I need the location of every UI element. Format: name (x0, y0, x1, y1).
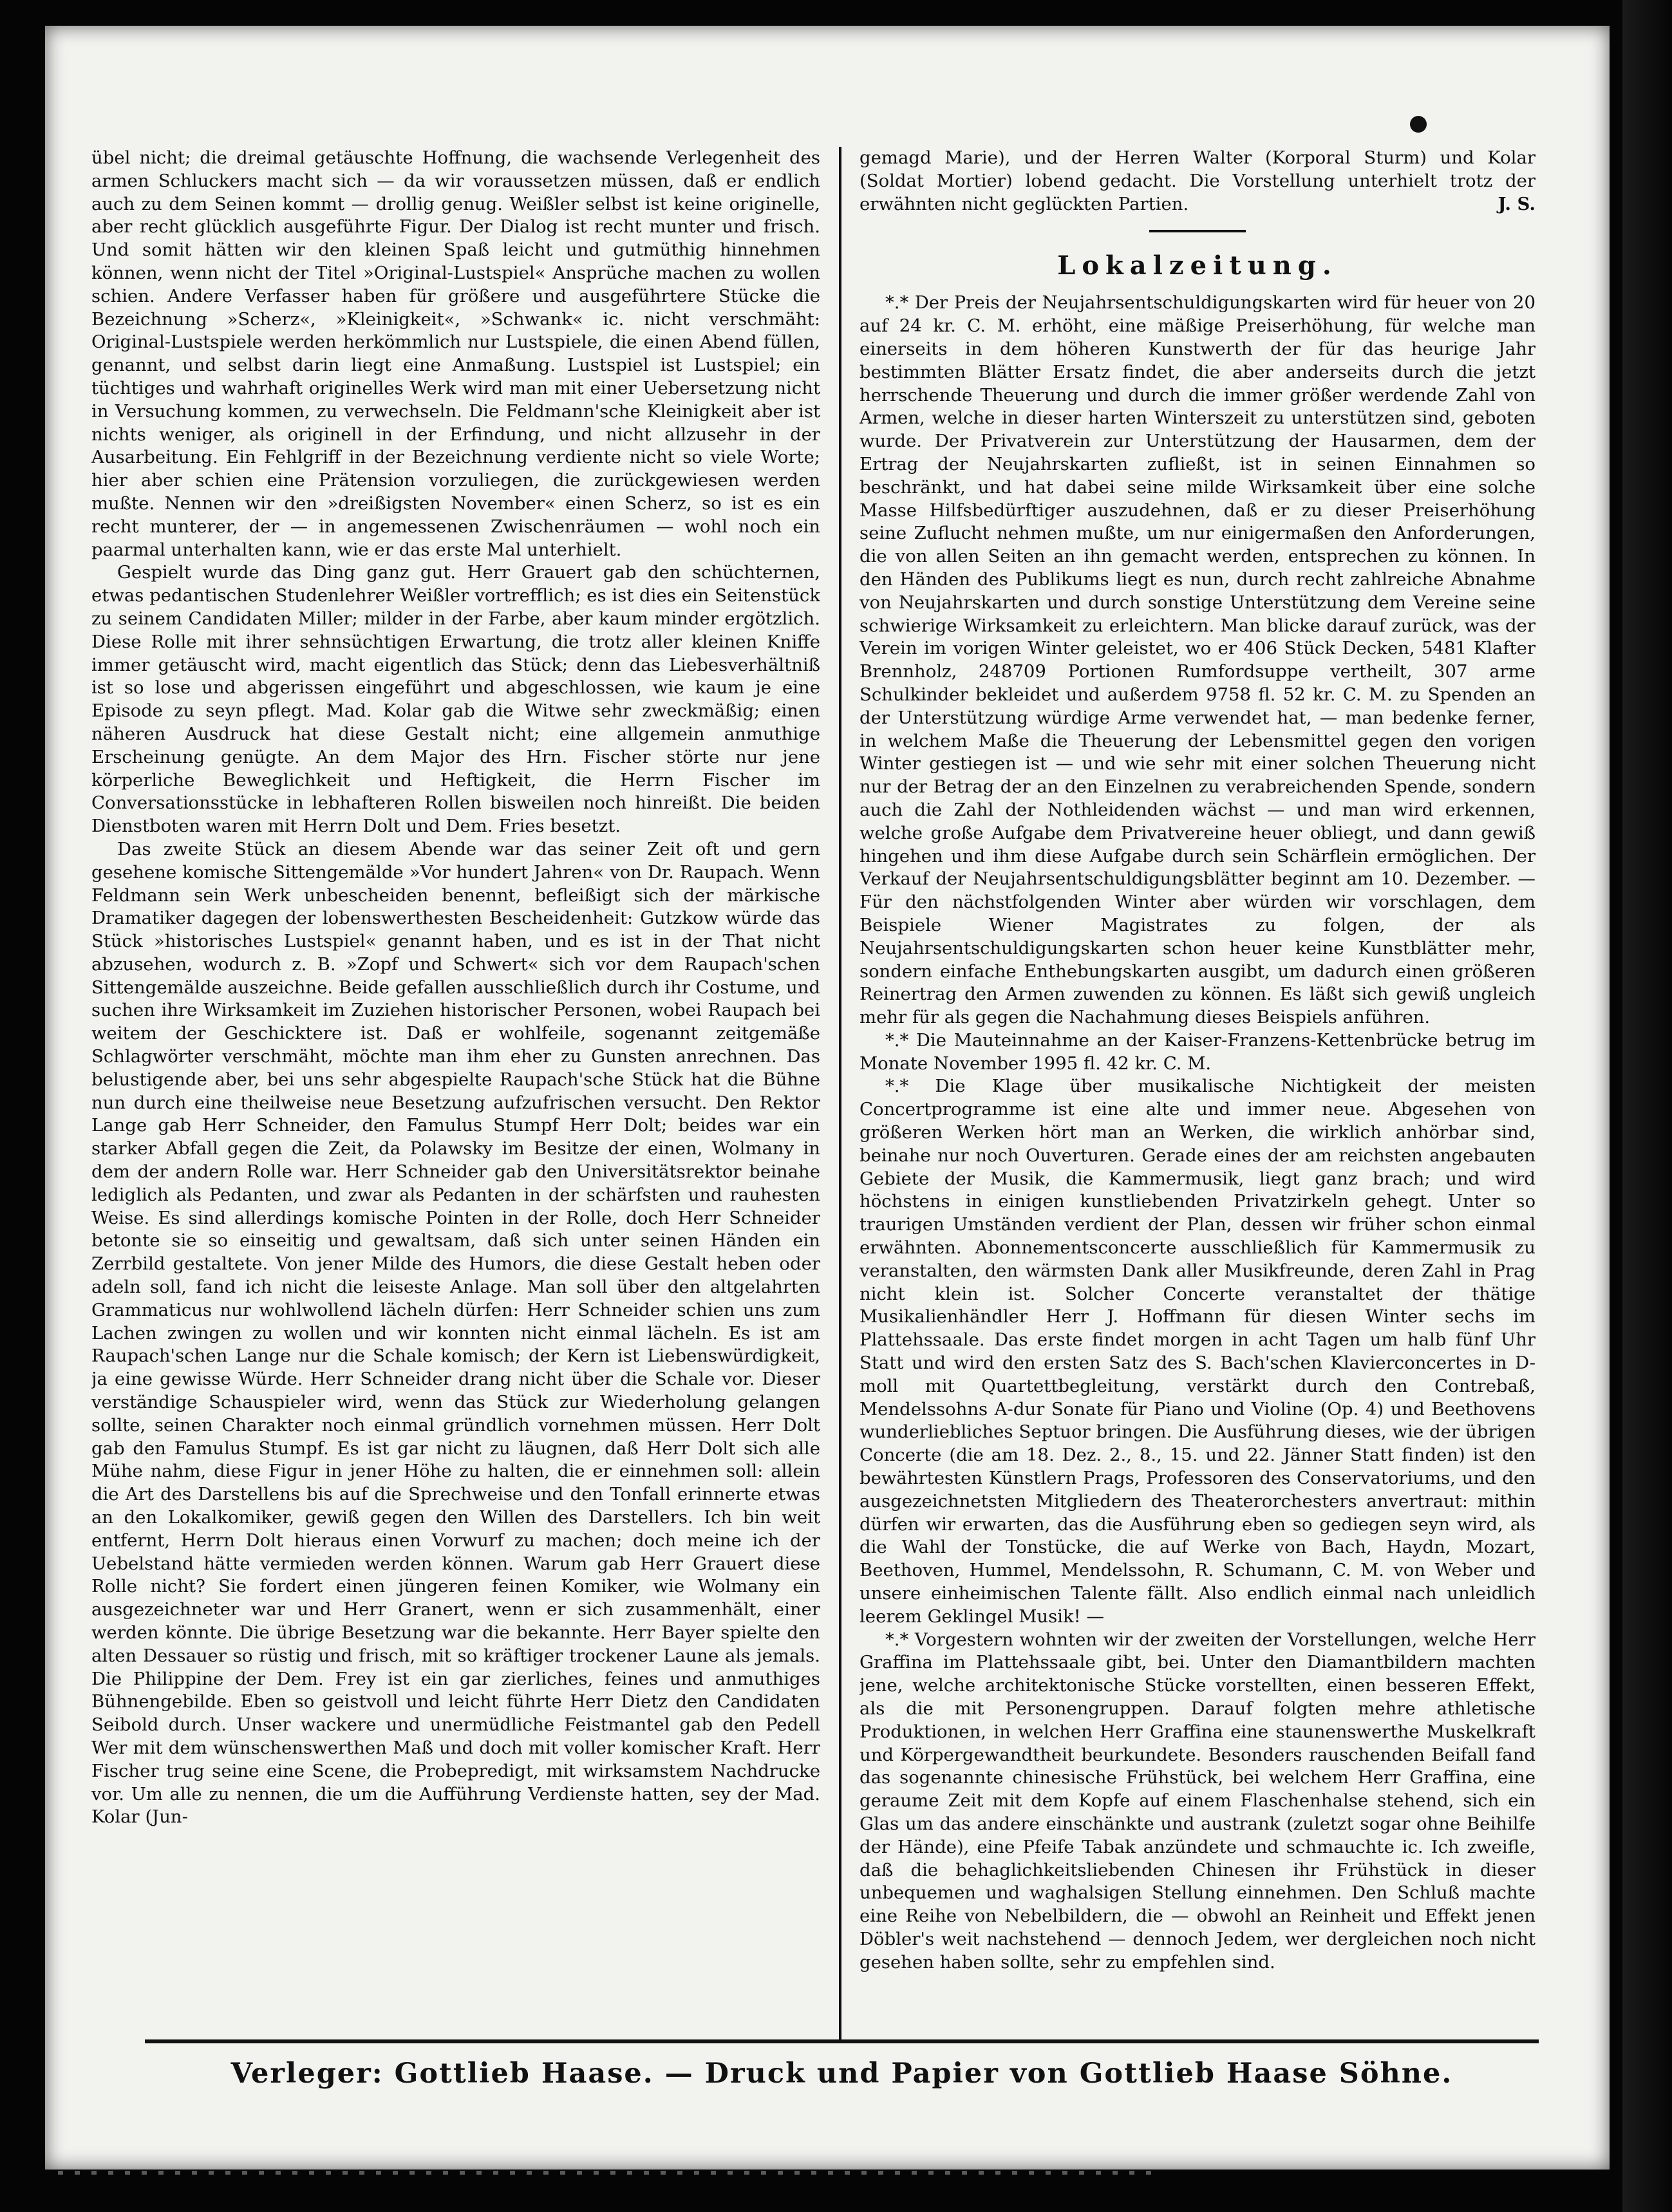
imprint-rule (145, 2039, 1539, 2043)
left-paragraph-1: übel nicht; die dreimal getäuschte Hoffnung, die wachsende Verlegenheit des armen Schluckers macht sich — da wir voraussetzen müssen, daß er endlich auch zu dem Seinen kommt — drollig genug. Weißler selbst ist keine originelle, aber recht glücklich ausgeführte Figur. Der Dialog ist recht munter und frisch. Und somit hätten wir den kleinen Spaß leicht und gutmüthig hinnehmen können, wenn nicht der Titel »Original-Lustspiel« Ansprüche machen zu wollen schien. Andere Verfasser haben für größere und ausgeführtere Stücke die Bezeichnung »Scherz«, »Kleinigkeit«, »Schwank« ic. nicht verschmäht: Original-Lustspiele werden herkömmlich nur Lustspiele, die einen Abend füllen, genannt, und selbst darin liegt eine Anmaßung. Lustspiel ist Lustspiel; ein tüchtiges und wahrhaft originelles Werk wird man mit einer Uebersetzung nicht in Versuchung kommen, zu verwechseln. Die Feldmann'sche Kleinigkeit aber ist nichts weniger, als originell in der Erfindung, und nicht allzusehr in der Ausarbeitung. Ein Fehlgriff in der Bezeichnung verdiente nicht so viele Worte; hier aber schien eine Prätension vorzuliegen, die zurückgewiesen werden mußte. Nennen wir den »dreißigsten November« einen Scherz, so ist es ein recht munterer, der — in angemessenen Zwischenräumen — wohl noch ein paarmal unterhalten kann, wie er das erste Mal unterhielt. (91, 147, 820, 560)
left-column (91, 147, 820, 2033)
imprint-line: Verleger: Gottlieb Haase. — Druck und Papier von Gottlieb Haase Söhne. (230, 2057, 1453, 2090)
left-paragraph-3: Das zweite Stück an diesem Abende war das seiner Zeit oft und gern gesehene komische Sittengemälde »Vor hundert Jahren« von Dr. Raupach. Wenn Feldmann sein Werk unbescheiden benennt, befleißigt sich der märkische Dramatiker dagegen der lobenswerthesten Bescheidenheit: Gutzkow würde das Stück »historisches Lustspiel« genannt haben, und es ist in der That nicht abzusehen, wodurch z. B. »Zopf und Schwert« sich vor dem Raupach'schen Sittengemälde auszeichne. Beide gefallen ausschließlich durch ihr Costume, und suchen ihre Wirksamkeit im Zuziehen historischer Personen, wobei Raupach bei weitem der Geschicktere ist. Daß er wohlfeile, sogenannt zeitgemäße Schlagwörter verschmäht, möchte man ihm eher zu Gunsten anrechnen. Das belustigende aber, bei uns sehr abgespielte Raupach'sche Stück hat die Bühne nun durch eine theilweise neue Besetzung aufzufrischen versucht. Den Rektor Lange gab Herr Schneider, den Famulus Stumpf Herr Dolt; beides war ein starker Abfall gegen die Zeit, da Polawsky im Besitze der einen, Wolmany in dem der andern Rolle war. Herr Schneider gab den Universitätsrektor beinahe lediglich als Pedanten, und zwar als Pedanten in der schärfsten und rauhesten Weise. Es sind allerdings komische Pointen in der Rolle, doch Herr Schneider betonte sie so einseitig und gewaltsam, daß sich unter seinen Händen ein Zerrbild gestaltete. Von jener Milde des Humors, die diese Gestalt heben oder adeln soll, fand ich nicht die leiseste Anlage. Man soll über den altgelahrten Grammaticus nur wohlwollend lächeln dürfen: Herr Schneider schien uns zum Lachen zwingen zu wollen und wir konnten nicht einmal lächeln. Es ist am Raupach'schen Lange nur die Schale komisch; der Kern ist Liebenswürdigkeit, ja eine gewisse Würde. Herr Schneider drang nicht über die Schale vor. Dieser verständige Schauspieler wird, wenn das Stück zur Wiederholung gelangen sollte, seinen Charakter noch einmal gründlich vornehmen müssen. Herr Dolt gab den Famulus Stumpf. Es ist gar nicht zu läugnen, daß Herr Dolt sich alle Mühe nahm, diese Figur in jener Höhe zu halten, die er einnehmen soll: allein die Art des Darstellens bis auf die Sprechweise und den Tonfall erinnerte etwas an den Lokalkomiker, gewiß gegen den Willen des Darstellers. Ich bin weit entfernt, Herrn Dolt hieraus einen Vorwurf zu machen; doch meine ich der Uebelstand hätte vermieden werden können. Warum gab Herr Grauert diese Rolle nicht? Sie fordert einen jüngeren feinen Komiker, wie Wolmany ein ausgezeichneter war und Herr Granert, wenn er sich zusammenhält, einer werden könnte. Die übrige Besetzung war die bekannte. Herr Bayer spielte den alten Dessauer so rüstig und frisch, mit so kräftiger trockener Laune als jemals. Die Philippine der Dem. Frey ist ein gar zierliches, feines und anmuthiges Bühnengebilde. Eben so geistvoll und leicht führte Herr Dietz den Candidaten Seibold durch. Unser wackere und unermüdliche Feistmantel gab den Pedell Wer mit dem wünschenswerthen Maß und doch mit voller komischer Kraft. Herr Fischer trug seine eine Scene, die Probepredigt, mit wirksamstem Nachdrucke vor. Um alle zu nennen, die um die Aufführung Verdienste hatten, sey der Mad. Kolar (Jun- (91, 838, 820, 1828)
section-title-lokalzeitung: Lokalzeitung. (1057, 250, 1338, 281)
column-divider (839, 147, 841, 2039)
right-top-paragraph (859, 147, 1536, 216)
scan-noise (58, 2171, 1152, 2175)
lokal-item-graffina: *.* Vorgestern wohnten wir der zweiten der Vorstellungen, welche Herr Graffina im Plattehssaale gibt, bei. Unter den Diamantbildern machten jene, welche architektonische Stücke vorstellten, einen besseren Effekt, als die mit Personengruppen. Darauf folgten mehre athletische Produktionen, in welchen Herr Graffina eine staunenswerthe Muskelkraft und Körpergewandtheit beurkundete. Besonders rauschenden Beifall fand das sogenannte chinesische Frühstück, bei welchem Herr Graffina, eine geraume Zeit mit dem Kopfe auf einem Flaschenhalse stehend, sich ein Glas um das andere einschänkte und austrank (zuletzt sogar ohne Beihilfe der Hände), eine Pfeife Tabak anzündete und schmauchte ic. Ich zweifle, daß die behaglichkeitsliebenden Chinesen ihr Frühstück in dieser unbequemen und waghalsigen Stellung einnehmen. Den Schluß machte eine Reihe von Nebelbildern, die — obwohl an Reinheit und Effekt jenen Döbler's weit nachstehend — dennoch Jedem, wer dergleichen noch nicht gesehen haben sollte, sehr zu empfehlen sind. (859, 1629, 1536, 1973)
left-paragraph-2: Gespielt wurde das Ding ganz gut. Herr Grauert gab den schüchternen, etwas pedantischen Studenlehrer Weißler vortrefflich; es ist dies ein Seitenstück zu seinem Candidaten Miller; milder in der Farbe, aber kaum minder ergötzlich. Diese Rolle mit ihrer sehnsüchtigen Erwartung, die trotz aller kleinen Kniffe immer getäuscht wird, macht eigentlich das Stück; denn das Liebesverhältniß ist so lose und abgerissen eingeführt und abgeschlossen, wie kaum je eine Episode zu seyn pflegt. Mad. Kolar gab die Witwe sehr zweckmäßig; einen näheren Ausdruck hat diese Gestalt nicht; eine allgemein anmuthige Erscheinung genügte. An dem Major des Hrn. Fischer störte nur jene körperliche Beweglichkeit und Heftigkeit, die Herrn Fischer im Conversationsstücke in lebhafteren Rollen bisweilen noch hinreißt. Die beiden Dienstboten waren mit Herrn Dolt und Dem. Fries besetzt. (91, 562, 820, 837)
lokal-item-neujahrskarten: *.* Der Preis der Neujahrsentschuldigungskarten wird für heuer von 20 auf 24 kr. C. M. erhöht, eine mäßige Preiserhöhung, für welche man einerseits in dem höheren Kunstwerth der für das heurige Jahr bestimmten Blätter Ersatz findet, die aber anderseits durch die jetzt herrschende Theuerung und durch die immer größer werdende Zahl von Armen, welche in dieser harten Winterszeit zu unterstützen sind, geboten wurde. Der Privatverein zur Unterstützung der Hausarmen, dem der Ertrag der Neujahrskarten zufließt, ist in seinen Einnahmen so beschränkt, und hat dabei seine milde Wirksamkeit über eine solche Masse Hilfsbedürftiger auszudehnen, daß er zu dieser Preiserhöhung seine Zuflucht nehmen mußte, um nur einigermaßen den Anforderungen, die von allen Seiten an ihn gemacht werden, entsprechen zu können. In den Händen des Publikums liegt es nun, durch recht zahlreiche Abnahme von Neujahrskarten und durch sonstige Unterstützung dem Vereine seine schwierige Wirksamkeit zu erleichtern. Man blicke darauf zurück, was der Verein im vorigen Winter geleistet, wo er 406 Stück Decken, 5481 Klafter Brennholz, 248709 Portionen Rumfordsuppe vertheilt, 307 arme Schulkinder bekleidet und außerdem 9758 fl. 52 kr. C. M. zu Spenden an der Unterstützung würdige Arme verwendet hat, — man bedenke ferner, in welchem Maße die Theuerung der Lebensmittel gegen den vorigen Winter gestiegen ist — und wie sehr mit einer solchen Theuerung nicht nur der Betrag der an den Einzelnen zu verabreichenden Spende, sondern auch die Zahl der Nothleidenden wächst — und man wird erkennen, welche große Aufgabe dem Privatvereine heuer obliegt, und dann gewiß hingehen und ihm diese Aufgabe durch sein Schärflein ermöglichen. Der Verkauf der Neujahrsentschuldigungsblätter beginnt am 10. Dezember. — Für den nächstfolgenden Winter aber würden wir vorschlagen, dem Beispiele Wiener Magistrates zu folgen, der als Neujahrsentschuldigungskarten schon heuer keine Kunstblätter mehr, sondern einfache Enthebungskarten ausgibt, um dadurch einen größeren Reinertrag den Armen zuwenden zu können. Es läßt sich gewiß ungleich mehr für als gegen die Nachahmung dieses Beispiels anführen. (859, 292, 1536, 1028)
scan-background-edge (1622, 0, 1672, 2212)
page-dot-mark (1410, 116, 1427, 133)
right-column (859, 147, 1536, 2033)
lokal-item-concerte: *.* Die Klage über musikalische Nichtigkeit der meisten Concertprogramme ist eine alte und immer neue. Abgesehen von größeren Werken hört man an Werken, die wirklich anhörbar sind, beinahe nur noch Ouverturen. Gerade eines der am reichsten angebauten Gebiete der Musik, die Kammermusik, liegt ganz brach; und wird höchstens in einigen kunstliebenden Privatzirkeln gehegt. Unter so traurigen Umständen verdient der Plan, dessen wir früher schon einmal erwähnten. Abonnementsconcerte ausschließlich für Kammermusik zu veranstalten, den wärmsten Dank aller Musikfreunde, deren Zahl in Prag nicht klein ist. Solcher Concerte veranstaltet der thätige Musikalienhändler Herr J. Hoffmann für diesen Winter sechs im Plattehssaale. Das erste findet morgen in acht Tagen um halb fünf Uhr Statt und wird den ersten Satz des S. Bach'schen Klavierconcertes in D-moll mit Quartettbegleitung, verstärkt durch den Contrebaß, Mendelssohns A-dur Sonate für Piano und Violine (Op. 4) und Beethovens wunderliebliches Septuor bringen. Die Ausführung dieses, wie der übrigen Concerte (die am 18. Dez. 2., 8., 15. und 22. Jänner Statt finden) ist den bewährtesten Künstlern Prags, Professoren des Conservatoriums, und den ausgezeichnetsten Mitgliedern des Theaterorchesters anvertraut: mithin dürfen wir erwarten, das die Ausführung eben so gediegen seyn wird, als die Wahl der Tonstücke, die auf Werke von Bach, Haydn, Mozart, Beethoven, Hummel, Mendelssohn, R. Schumann, C. M. von Weber und unsere einheimischen Talente fällt. Also endlich einmal nach unleidlich leerem Geklingel Musik! — (859, 1076, 1536, 1627)
right-top-text: gemagd Marie), und der Herren Walter (Korporal Sturm) und Kolar (Soldat Mortier) lobend gedacht. Die Vorstellung unterhielt trotz der erwähnten nicht geglückten Partien. (859, 147, 1536, 214)
section-rule (1149, 230, 1246, 232)
lokal-item-mauteinnahme: *.* Die Mauteinnahme an der Kaiser-Franzens-Kettenbrücke betrug im Monate November 1995 fl. 42 kr. C. M. (859, 1029, 1536, 1074)
right-top-signature: J. S. (1498, 193, 1536, 214)
